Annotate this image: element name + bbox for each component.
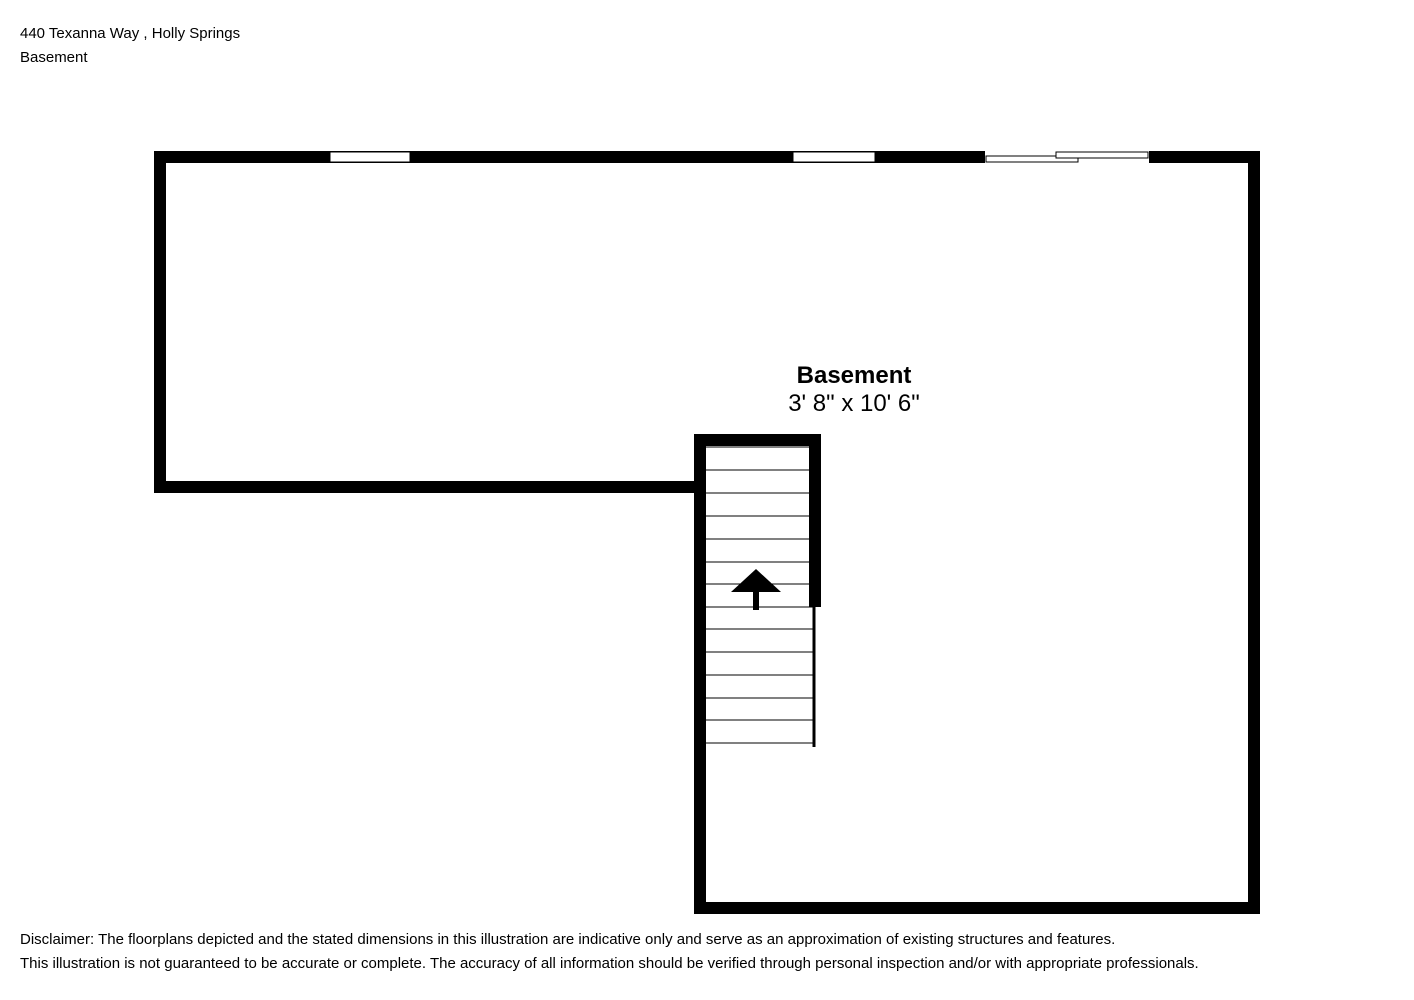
room-name: Basement — [796, 362, 912, 389]
bottom-wall — [694, 902, 1260, 914]
left-wall — [154, 151, 166, 493]
property-address: 440 Texanna Way , Holly Springs — [20, 25, 241, 42]
window-left — [330, 152, 410, 162]
floor-name: Basement — [20, 49, 88, 66]
disclaimer-line-2: This illustration is not guaranteed to be accurate or complete. The accuracy of all information should be verified through personal inspection and/or with appropriate professionals. — [20, 955, 1199, 972]
sliding-door — [985, 150, 1149, 164]
disclaimer-line-1: Disclaimer: The floorplans depicted and the stated dimensions in this illustration are indicative only and serve as an approximation of existing structures and features. — [20, 931, 1116, 948]
lower-left-wall — [154, 481, 706, 493]
window-middle — [793, 152, 875, 162]
room-dimensions: 3' 8" x 10' 6" — [788, 390, 920, 417]
disclaimer — [20, 928, 1199, 976]
staircase — [706, 447, 814, 747]
arrow-up-icon — [731, 569, 781, 610]
exterior-walls — [154, 151, 1260, 914]
right-wall — [1248, 151, 1260, 914]
stair-top-wall — [694, 434, 821, 446]
sliding-door-panel-2 — [1056, 152, 1148, 158]
inner-left-wall — [694, 434, 706, 914]
stair-right-wall — [809, 434, 821, 607]
